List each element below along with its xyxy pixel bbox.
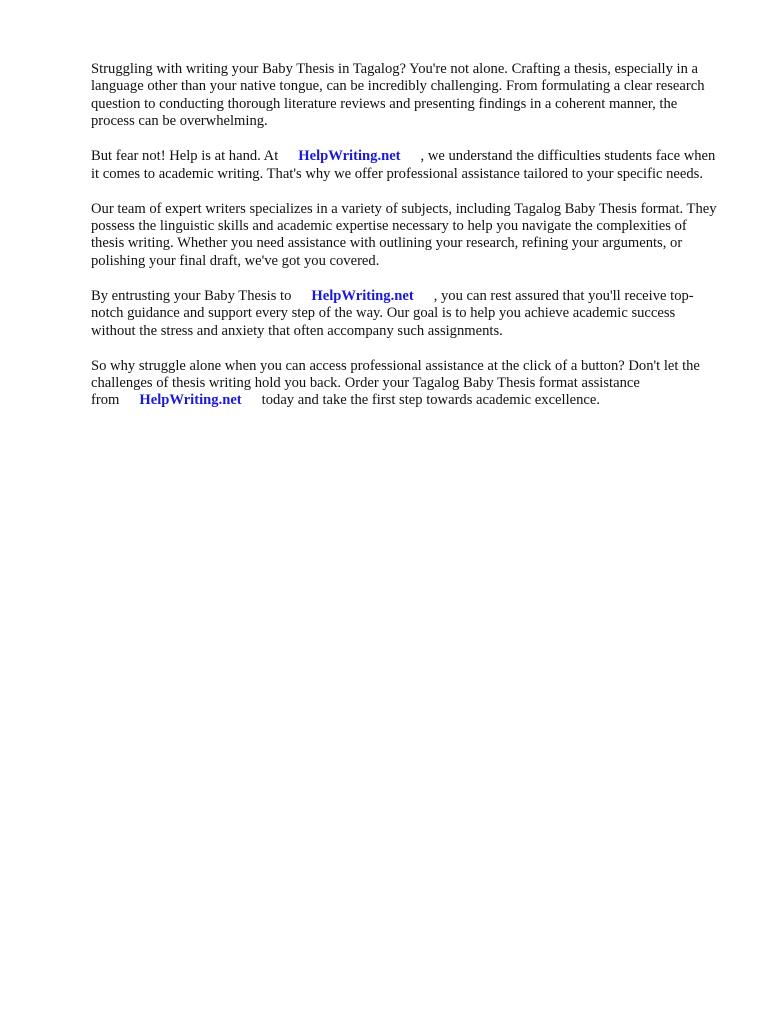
paragraph-help-at-hand [91,148,723,183]
paragraph-expert-writers: Our team of expert writers specializes in a variety of subjects, including Tagalog Baby Thesis format. They possess the linguistic skills and academic expertise necessary to help you navigate the complexities of thesis writing. Whether you need assistance with outlining your research, refining your arguments, or polishing your final draft, we've got you covered. [91,200,717,269]
paragraph-entrusting [91,288,723,340]
paragraph-text-after-link: , we understand the difficulties students face when it comes to academic writing. That's why we offer professional assistance tailored to your specific needs. [91,148,716,182]
paragraph-text-after-link: today and take the first step towards academic excellence. [261,392,601,409]
helpwriting-link[interactable]: HelpWriting.net [139,392,242,409]
paragraph-text-before-link: But fear not! Help is at hand. At [91,148,279,165]
paragraph-call-to-action [91,358,723,410]
paragraph-text-after-link: , you can rest assured that you'll receive top-notch guidance and support every step of the way. Our goal is to help you achieve academic success without the stress and anxiety that often accompany such assignments. [91,287,694,339]
paragraph-text-before-link: By entrusting your Baby Thesis to [91,287,292,304]
helpwriting-link[interactable]: HelpWriting.net [311,287,414,304]
paragraph-text-before-link: So why struggle alone when you can access professional assistance at the click of a button? Don't let the challenges of thesis writing hold you back. Order your Tagalog Baby Thesis format assistance from [91,357,700,409]
document-body [91,61,723,427]
paragraph-intro: Struggling with writing your Baby Thesis in Tagalog? You're not alone. Crafting a thesis, especially in a language other than your native tongue, can be incredibly challenging. From formulating a clear research question to conducting thorough literature reviews and presenting findings in a coherent manner, the process can be overwhelming. [91,61,705,130]
helpwriting-link[interactable]: HelpWriting.net [298,148,401,165]
